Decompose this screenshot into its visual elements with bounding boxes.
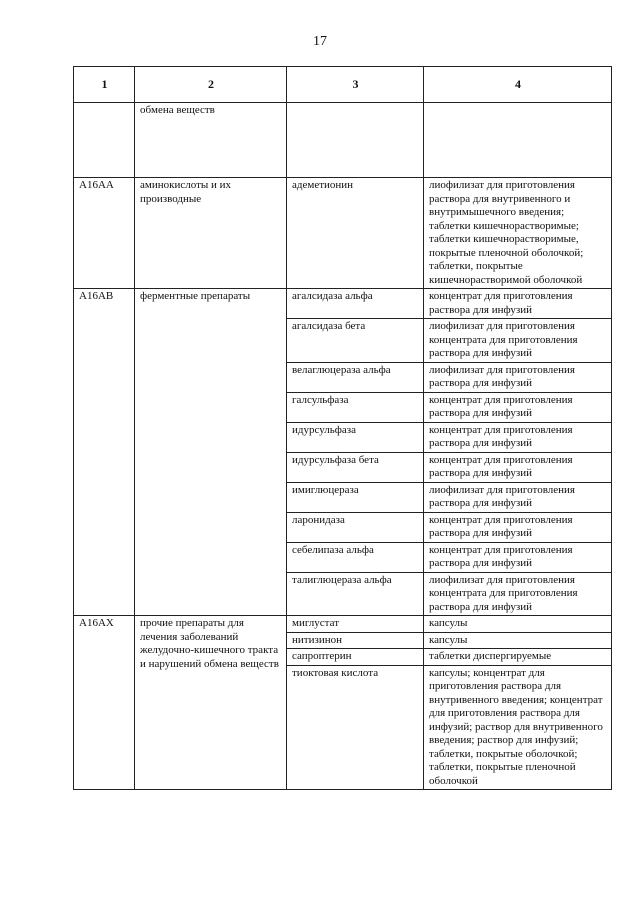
cell-drug: себелипаза альфа [287,542,424,572]
table-row [74,289,612,319]
cell-form: лиофилизат для приготовления концентрата для приготовления раствора для инфузий [424,572,612,616]
cell-drug: идурсульфаза бета [287,452,424,482]
cell-form: лиофилизат для приготовления концентрата для приготовления раствора для инфузий [424,319,612,363]
cell-drug: велаглюцераза альфа [287,362,424,392]
cell-code [74,103,135,178]
cell-form: капсулы [424,616,612,633]
cell-form: таблетки диспергируемые [424,649,612,666]
cell-drug: адеметионин [287,178,424,289]
header-row [74,67,612,103]
cell-drug: агалсидаза альфа [287,289,424,319]
cell-code: A16AA [74,178,135,289]
cell-drug: тиоктовая кислота [287,665,424,790]
cell-drug [287,103,424,178]
cell-code: A16AB [74,289,135,616]
cell-drug: миглустат [287,616,424,633]
cell-group-name: прочие препараты для лечения заболеваний желудочно-кишечного тракта и нарушений обмена веществ [135,616,287,790]
cell-form: концентрат для приготовления раствора для инфузий [424,289,612,319]
header-col-3: 3 [287,67,424,103]
cell-form: концентрат для приготовления раствора для инфузий [424,542,612,572]
cell-form: лиофилизат для приготовления раствора для инфузий [424,482,612,512]
cell-drug: галсульфаза [287,392,424,422]
cell-group-name: аминокислоты и их производные [135,178,287,289]
continuation-row [74,103,612,178]
cell-form: капсулы; концентрат для приготовления раствора для внутривенного введения; концентрат для приготовления раствора для инфузий; раствор для внутривенного введения; раствор для инфузий; таблетки, покрытые оболочкой; таблетки, покрытые пленочной оболочкой [424,665,612,790]
cell-form: лиофилизат для приготовления раствора для внутривенного и внутримышечного введения; таблетки кишечнорастворимые; таблетки кишечнорастворимые, покрытые пленочной оболочкой; таблетки, покрытые кишечнорастворимой оболочкой [424,178,612,289]
cell-form: лиофилизат для приготовления раствора для инфузий [424,362,612,392]
header-col-1: 1 [74,67,135,103]
cell-form: концентрат для приготовления раствора для инфузий [424,512,612,542]
header-col-4: 4 [424,67,612,103]
cell-form [424,103,612,178]
table-row [74,178,612,289]
cell-drug: имиглюцераза [287,482,424,512]
cell-group-name: ферментные препараты [135,289,287,616]
cell-drug: нитизинон [287,632,424,649]
cell-form: концентрат для приготовления раствора для инфузий [424,422,612,452]
header-col-2: 2 [135,67,287,103]
page-number: 17 [313,34,327,49]
cell-drug: талиглюцераза альфа [287,572,424,616]
cell-form: капсулы [424,632,612,649]
cell-drug: ларонидаза [287,512,424,542]
cell-code: A16AX [74,616,135,790]
cell-group-name: обмена веществ [135,103,287,178]
cell-drug: сапроптерин [287,649,424,666]
cell-form: концентрат для приготовления раствора для инфузий [424,452,612,482]
drug-table [73,66,612,790]
cell-drug: идурсульфаза [287,422,424,452]
cell-form: концентрат для приготовления раствора для инфузий [424,392,612,422]
table-row [74,616,612,633]
cell-drug: агалсидаза бета [287,319,424,363]
